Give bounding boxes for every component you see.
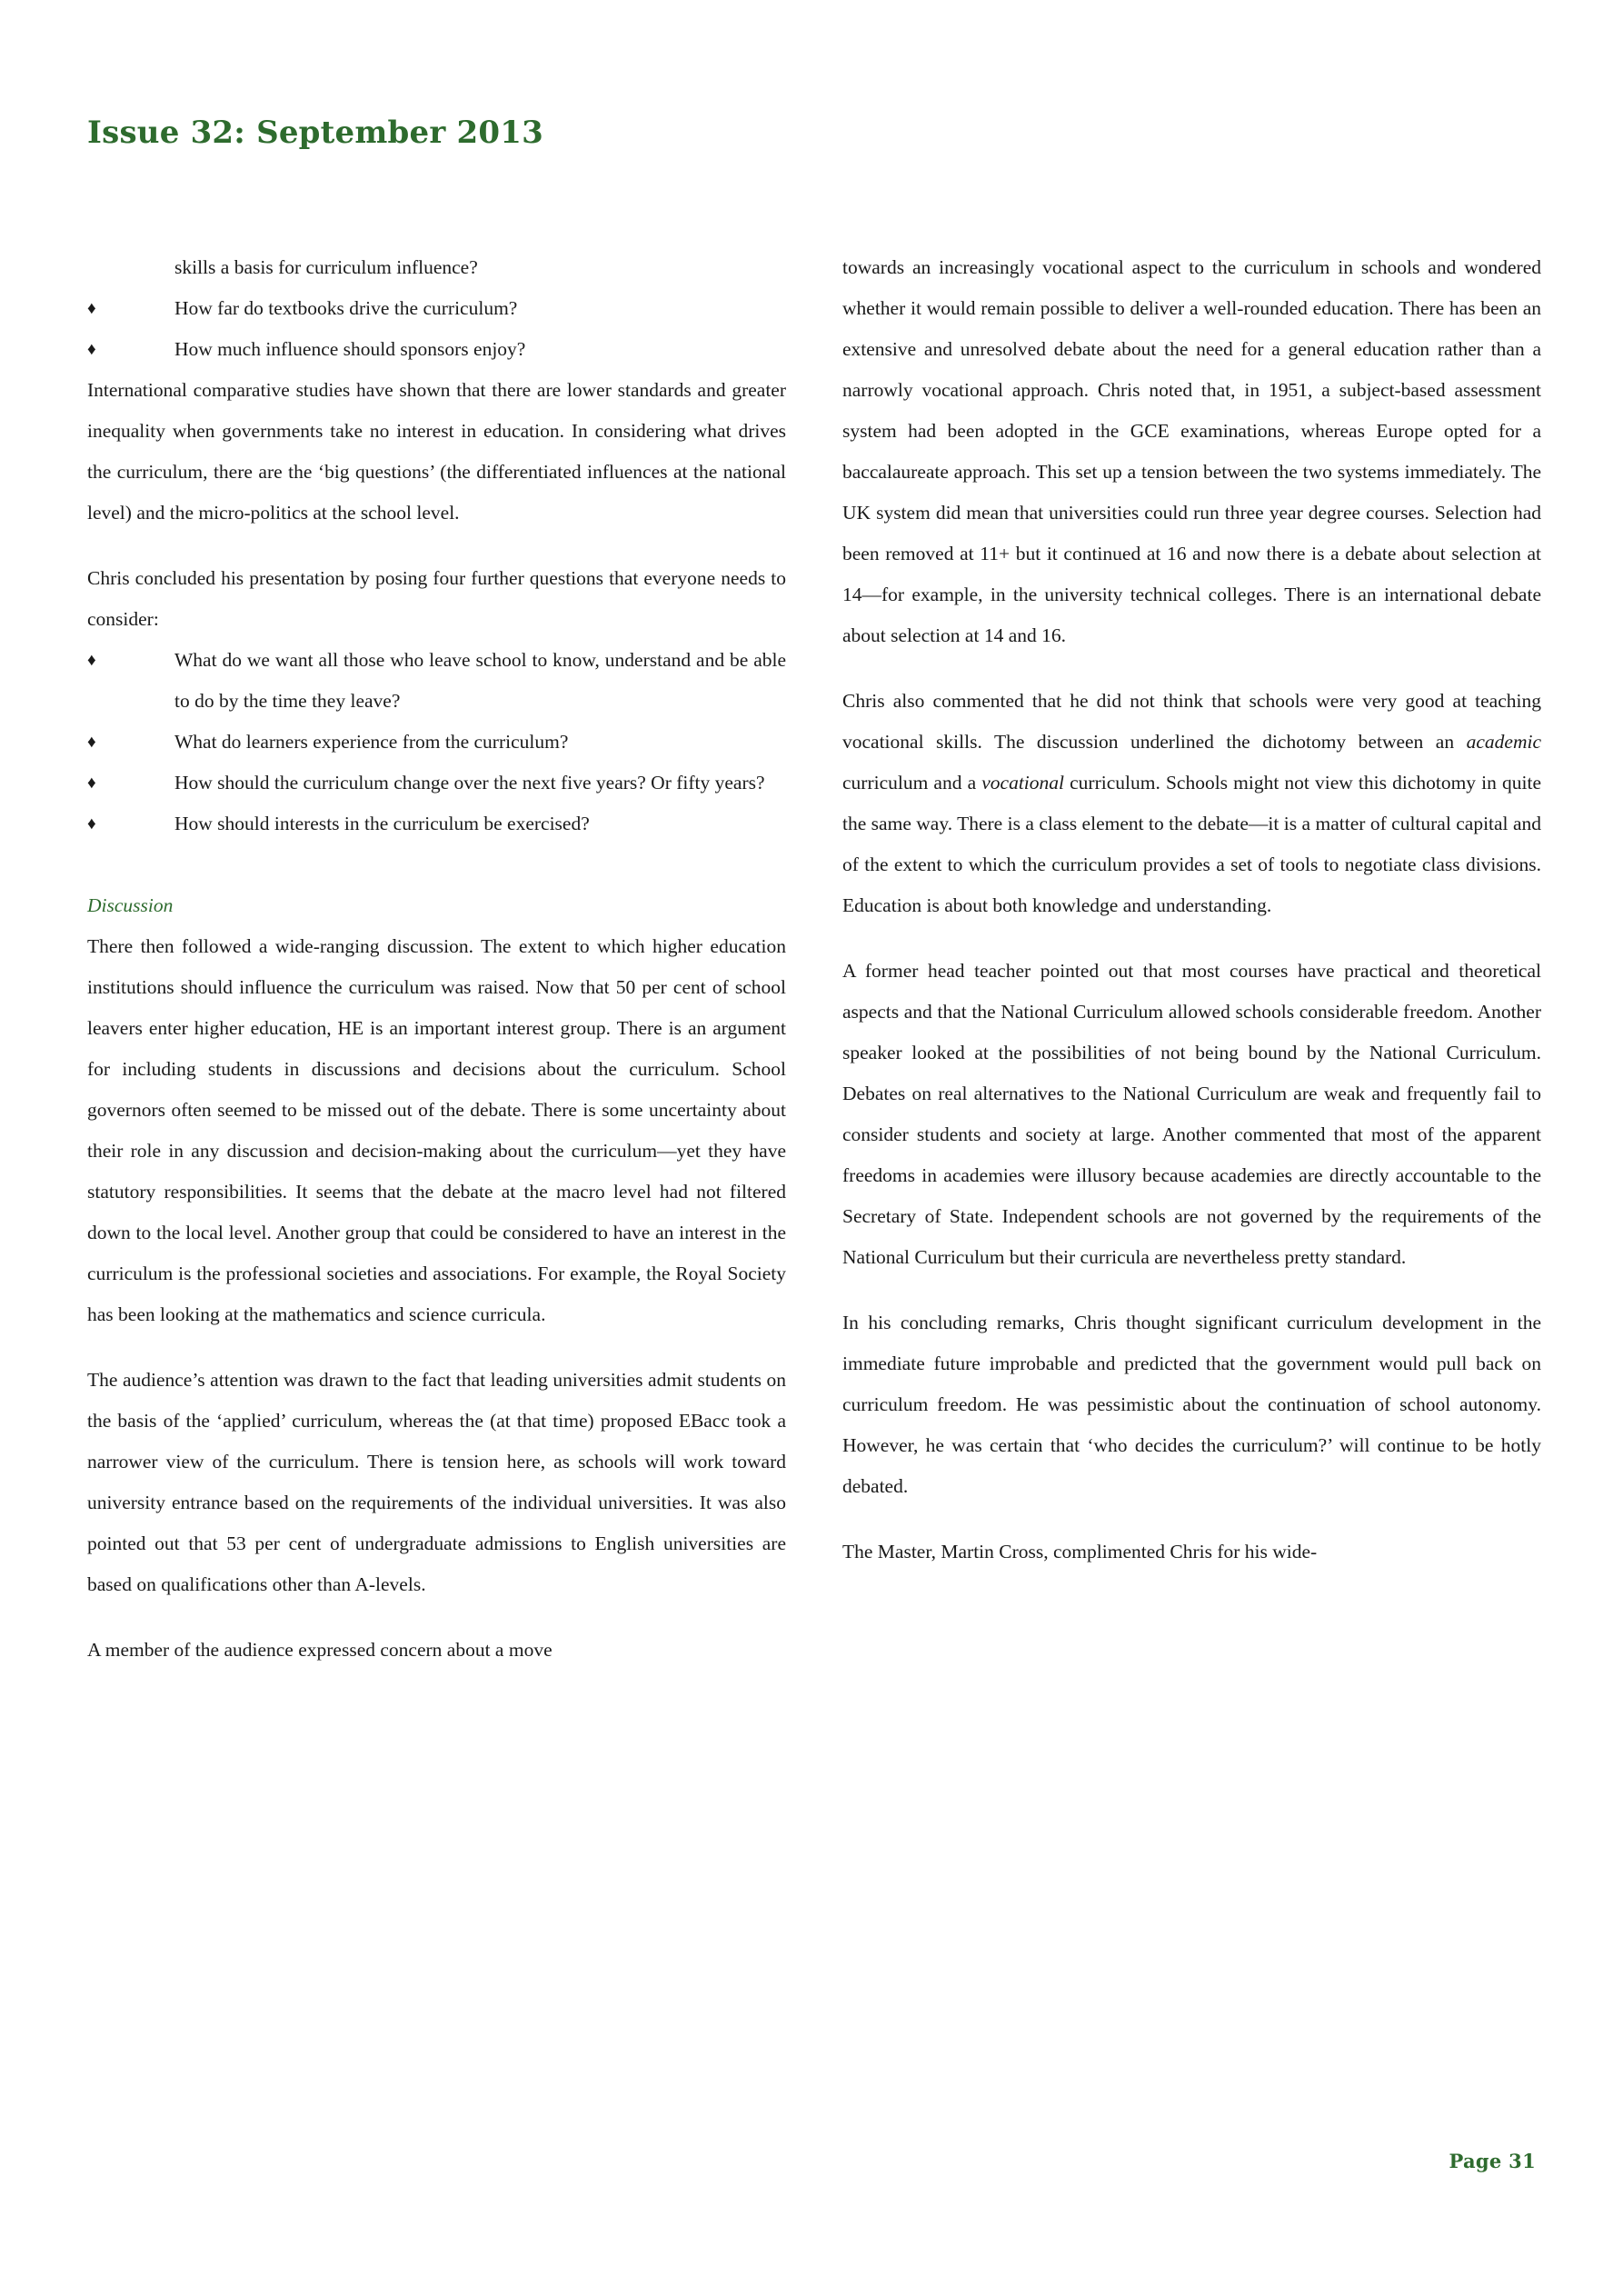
list-item-label: How far do textbooks drive the curriculum? — [174, 297, 518, 319]
paragraph-chris-concluded: Chris concluded his presentation by posing four further questions that everyone needs to consider: — [87, 567, 786, 630]
page-number: Page 31 — [1449, 2150, 1536, 2172]
paragraph-international-studies: International comparative studies have shown that there are lower standards and greater inequality when governments take no interest in education. In considering what drives the curriculum, there are the ‘big questions’ (the differentiated influences at the national level) and the micro-politics at the school level. — [87, 379, 786, 524]
list-item — [87, 288, 786, 329]
diamond-bullet-icon: ♦ — [87, 814, 96, 834]
text-run: curriculum. Schools might not view this dichotomy in quite the same way. There is a class element to the debate—it is a matter of cultural capital and of the extent to which the curriculum provides a set of tools to negotiate class divisions. Education is about both knowledge and understanding. — [842, 772, 1541, 916]
section-gap — [87, 844, 786, 885]
list-item — [87, 804, 786, 844]
section-heading-discussion: Discussion — [87, 894, 174, 916]
list-item-label: What do learners experience from the curriculum? — [174, 731, 569, 753]
text-run: Chris also commented that he did not think that schools were very good at teaching vocational skills. The discussion underlined the dichotomy between an — [842, 690, 1541, 753]
paragraph-master-martin-cross: The Master, Martin Cross, complimented Chris for his wide- — [842, 1541, 1318, 1562]
bullet-list-top — [87, 288, 786, 370]
two-column-body — [87, 247, 1541, 1695]
diamond-bullet-icon: ♦ — [87, 340, 96, 359]
continued-sentence: skills a basis for curriculum influence? — [174, 256, 478, 278]
paragraph-dichotomy — [842, 681, 1541, 926]
list-item-label: What do we want all those who leave school to know, understand and be able to do by the time they leave? — [174, 649, 786, 712]
text-run: curriculum and a — [842, 772, 982, 794]
paragraph-concluding-remarks: In his concluding remarks, Chris thought significant curriculum development in the immediate future improbable and predicted that the government would pull back on curriculum freedom. He was pessimistic about the continuation of school autonomy. However, he was certain that ‘who decides the curriculum?’ will continue to be hotly debated. — [842, 1312, 1541, 1497]
emphasis-academic: academic — [1466, 731, 1541, 753]
paragraph-discussion-2: The audience’s attention was drawn to the fact that leading universities admit students on the basis of the ‘applied’ curriculum, whereas the (at that time) proposed EBacc took a narrower view of the curriculum. There is tension here, as schools will work toward university entrance based on the requirements of the individual universities. It was also pointed out that 53 per cent of undergraduate admissions to English universities are based on qualifications other than A-levels. — [87, 1369, 786, 1595]
paragraph-discussion-3: A member of the audience expressed concern about a move — [87, 1639, 553, 1661]
list-item-label: How much influence should sponsors enjoy? — [174, 338, 526, 360]
issue-header: Issue 32: September 2013 — [87, 115, 543, 151]
list-item-label: How should the curriculum change over the next five years? Or fifty years? — [174, 772, 765, 794]
diamond-bullet-icon: ♦ — [87, 299, 96, 318]
list-item — [87, 722, 786, 763]
emphasis-vocational: vocational — [981, 772, 1065, 794]
list-item — [87, 763, 786, 804]
right-column — [842, 247, 1541, 1695]
paragraph-vocational-aspect: towards an increasingly vocational aspect to the curriculum in schools and wondered whether it would remain possible to deliver a well-rounded education. There has been an extensive and unresolved debate about the need for a general education rather than a narrowly vocational approach. Chris noted that, in 1951, a subject-based assessment system had been adopted in the GCE examinations, whereas Europe opted for a baccalaureate approach. This set up a tension between the two systems immediately. The UK system did mean that universities could run three year degree courses. Selection had been removed at 11+ but it continued at 16 and now there is a debate about selection at 14—for example, in the university technical colleges. There is an international debate about selection at 14 and 16. — [842, 256, 1541, 646]
paragraph-discussion-1: There then followed a wide-ranging discussion. The extent to which higher education institutions should influence the curriculum was raised. Now that 50 per cent of school leavers enter higher education, HE is an important interest group. There is an argument for including students in discussions and decisions about the curriculum. School governors often seemed to be missed out of the debate. There is some uncertainty about their role in any discussion and decision-making about the curriculum—yet they have statutory responsibilities. It seems that the debate at the macro level had not filtered down to the local level. Another group that could be considered to have an interest in the curriculum is the professional societies and associations. For example, the Royal Society has been looking at the mathematics and science curricula. — [87, 935, 786, 1325]
list-item — [87, 640, 786, 722]
bullet-list-questions — [87, 640, 786, 844]
diamond-bullet-icon: ♦ — [87, 774, 96, 793]
left-column — [87, 247, 786, 1695]
diamond-bullet-icon: ♦ — [87, 733, 96, 752]
list-item-label: How should interests in the curriculum be exercised? — [174, 813, 590, 834]
list-item — [87, 329, 786, 370]
paragraph-head-teacher: A former head teacher pointed out that most courses have practical and theoretical aspects and that the National Curriculum allowed schools considerable freedom. Another speaker looked at the possibilities of not being bound by the National Curriculum. Debates on real alternatives to the National Curriculum are weak and frequently fail to consider students and society at large. Another commented that most of the apparent freedoms in academies were illusory because academies are directly accountable to the Secretary of State. Independent schools are not governed by the requirements of the National Curriculum but their curricula are nevertheless pretty standard. — [842, 960, 1541, 1268]
diamond-bullet-icon: ♦ — [87, 651, 96, 670]
